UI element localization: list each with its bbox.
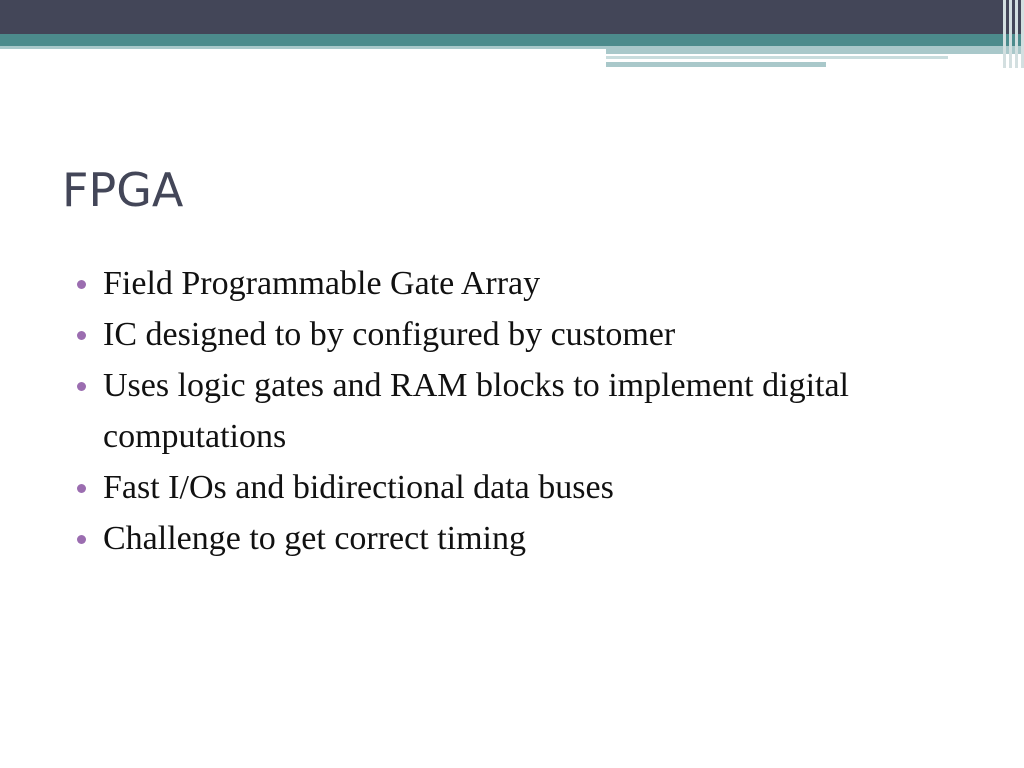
bullet-text: IC designed to by configured by customer [103, 316, 676, 353]
edge-stripe [1009, 0, 1012, 68]
bullet-dot-icon [77, 280, 86, 289]
bullet-dot-icon [77, 484, 86, 493]
edge-stripe [1003, 0, 1006, 68]
bullet-item [75, 360, 975, 462]
bullet-text: Fast I/Os and bidirectional data buses [103, 469, 614, 506]
bullet-text: Field Programmable Gate Array [103, 265, 541, 302]
bullet-text: Uses logic gates and RAM blocks to implement digital computations [103, 367, 850, 455]
header-light-band [606, 62, 826, 67]
bullet-item [75, 462, 975, 513]
bullet-text: Challenge to get correct timing [103, 520, 526, 557]
bullet-list [75, 258, 975, 564]
header-light-band [0, 46, 606, 49]
bullet-item [75, 309, 975, 360]
edge-stripe [1015, 0, 1018, 68]
bullet-item [75, 513, 975, 564]
bullet-dot-icon [77, 331, 86, 340]
header-light-band [606, 56, 948, 59]
header-light-band [606, 46, 1024, 54]
bullet-dot-icon [77, 535, 86, 544]
slide-title: FPGA [62, 163, 184, 217]
header-dark-band [0, 0, 1024, 34]
bullet-item [75, 258, 975, 309]
header-teal-band [0, 34, 1024, 46]
header-edge-stripes [994, 0, 1024, 68]
bullet-dot-icon [77, 382, 86, 391]
